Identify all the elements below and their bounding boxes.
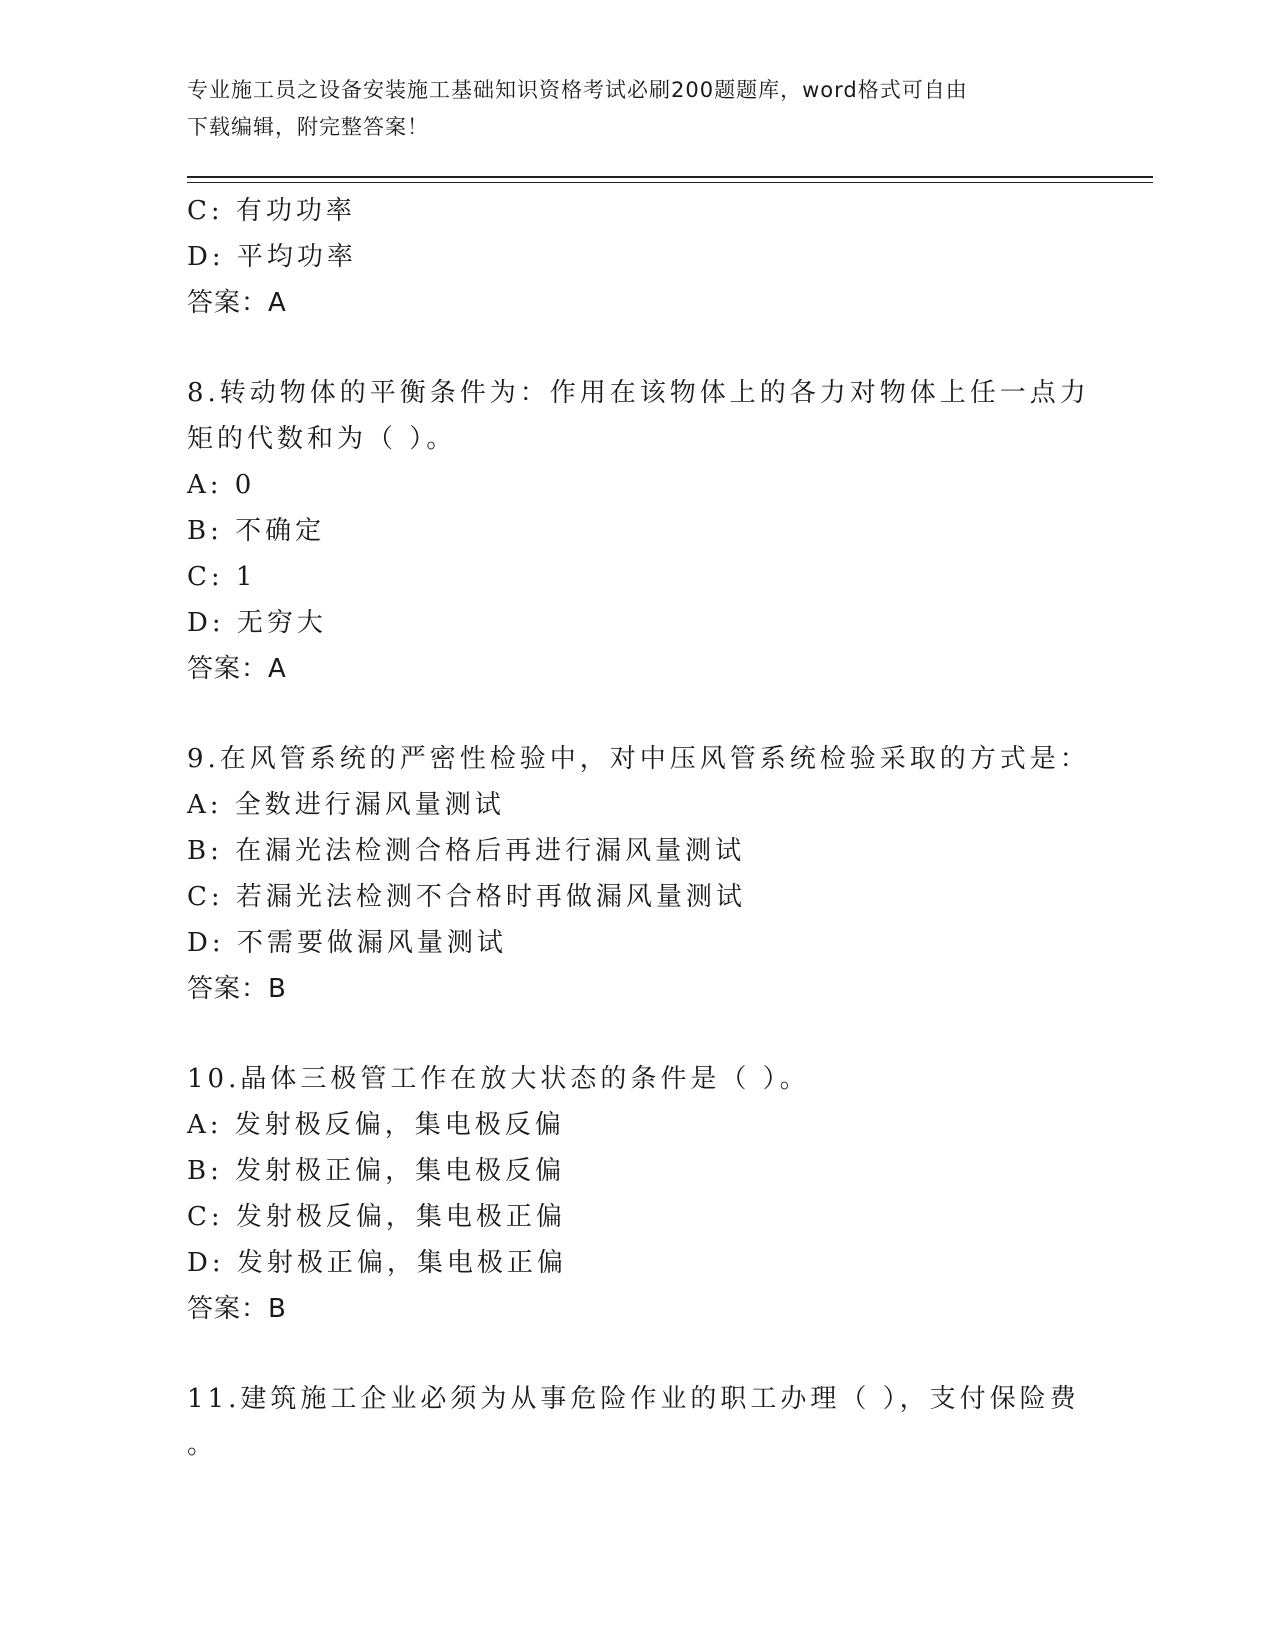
question-11 xyxy=(187,1376,1087,1468)
option-d: D: 不需要做漏风量测试 xyxy=(187,928,507,958)
question-list xyxy=(187,188,1090,1468)
answer: 答案：A xyxy=(187,288,287,318)
answer: 答案：B xyxy=(187,974,287,1004)
option-d: D: 平均功率 xyxy=(187,242,357,272)
header-divider-thick xyxy=(187,176,1153,178)
question-stem: 10.晶体三极管工作在放大状态的条件是（ ）。 xyxy=(187,1064,810,1094)
question-stem: 矩的代数和为（ ）。 xyxy=(187,424,457,454)
answer: 答案：A xyxy=(187,654,287,684)
document-header xyxy=(187,72,1067,146)
question-8 xyxy=(187,370,1090,692)
option-a: A: 发射极反偏，集电极反偏 xyxy=(187,1110,565,1140)
question-9 xyxy=(187,736,1090,1012)
option-b: B: 在漏光法检测合格后再进行漏风量测试 xyxy=(187,836,746,866)
option-c: C: 发射极反偏，集电极正偏 xyxy=(187,1202,566,1232)
question-stem: 9.在风管系统的严密性检验中，对中压风管系统检验采取的方式是： xyxy=(187,744,1090,774)
option-a: A: 全数进行漏风量测试 xyxy=(187,790,505,820)
question-10 xyxy=(187,1056,1087,1332)
header-divider-thin xyxy=(187,182,1153,183)
option-c: C: 若漏光法检测不合格时再做漏风量测试 xyxy=(187,882,746,912)
header-line-1: 专业施工员之设备安装施工基础知识资格考试必刷200题题库，word格式可自由 xyxy=(187,78,968,102)
option-a: A: 0 xyxy=(187,470,256,500)
header-line-2: 下载编辑，附完整答案！ xyxy=(187,115,429,139)
question-stem: 8.转动物体的平衡条件为：作用在该物体上的各力对物体上任一点力 xyxy=(187,378,1090,408)
option-c: C: 1 xyxy=(187,562,257,592)
option-b: B: 发射极正偏，集电极反偏 xyxy=(187,1156,566,1186)
answer: 答案：B xyxy=(187,1294,287,1324)
question-stem: 。 xyxy=(187,1430,218,1460)
question-7-continuation xyxy=(187,188,1087,326)
question-stem: 11.建筑施工企业必须为从事危险作业的职工办理（ ），支付保险费 xyxy=(187,1384,1080,1414)
option-b: B: 不确定 xyxy=(187,516,326,546)
option-d: D: 发射极正偏，集电极正偏 xyxy=(187,1248,567,1278)
option-c: C: 有功功率 xyxy=(187,196,356,226)
option-d: D: 无穷大 xyxy=(187,608,327,638)
